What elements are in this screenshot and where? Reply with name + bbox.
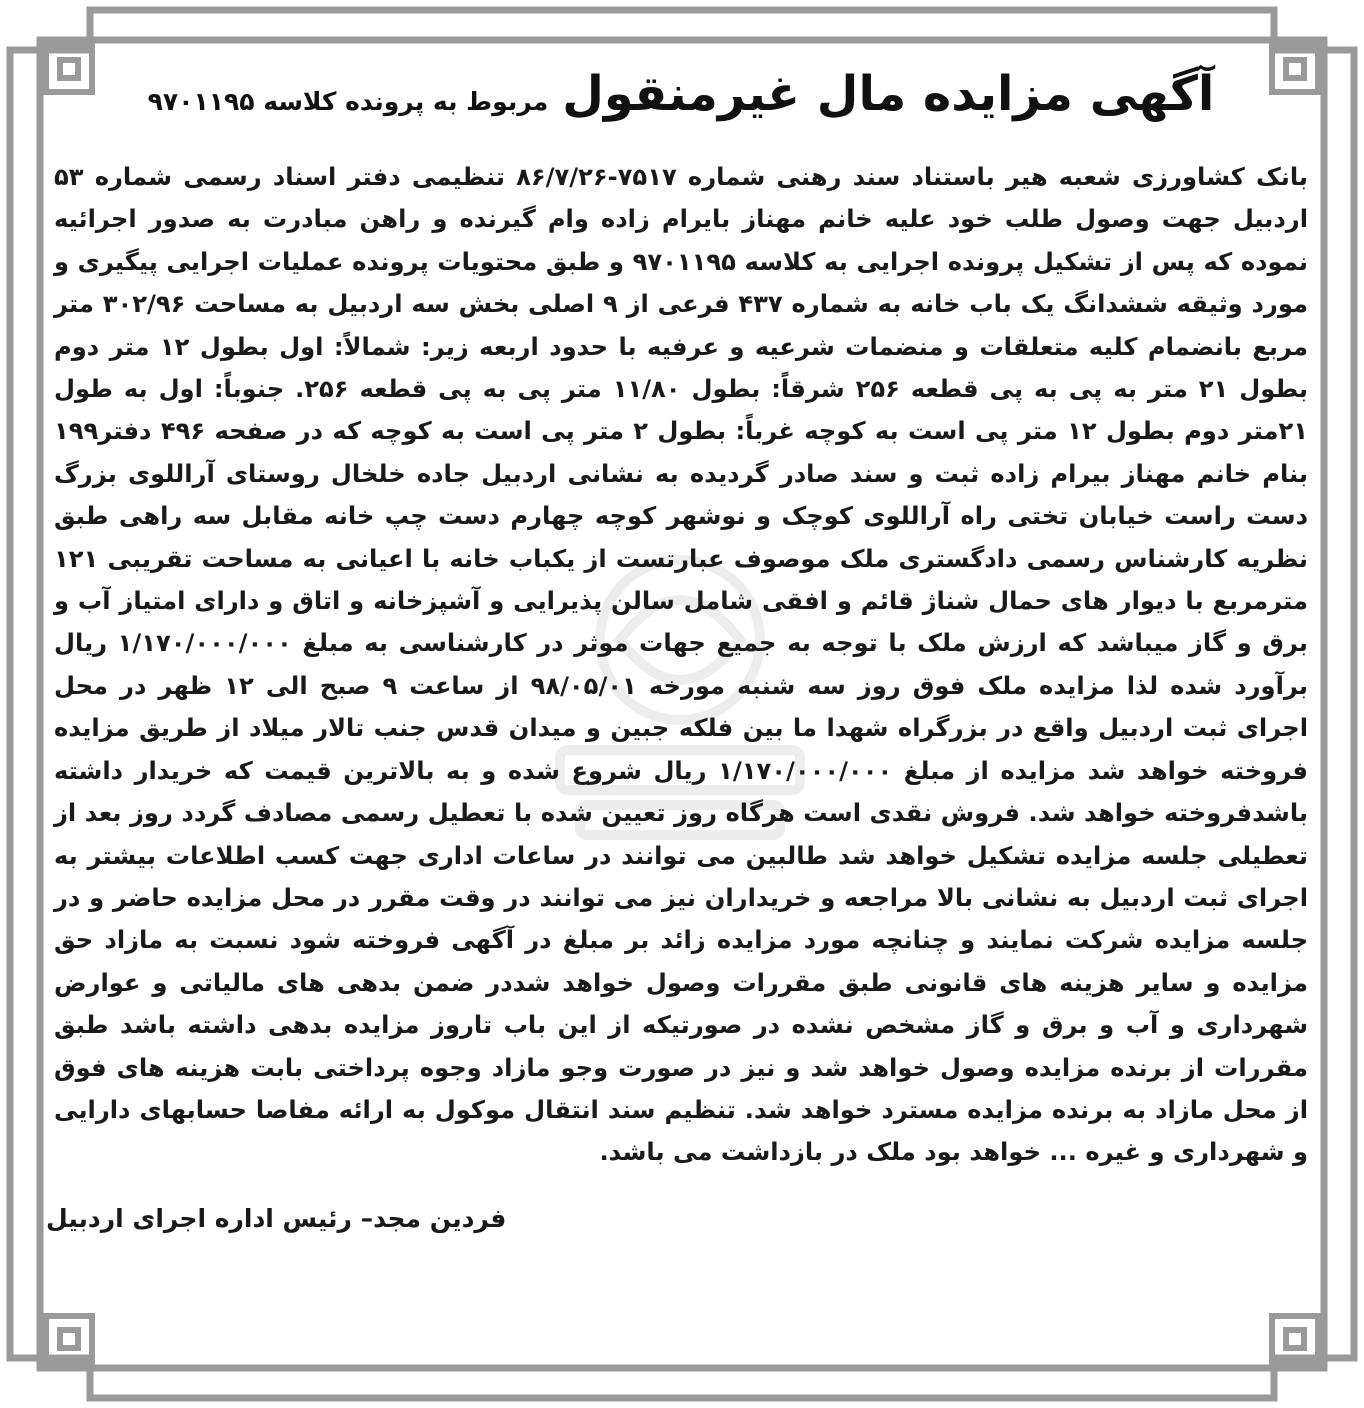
notice-signature: فردین مجد– رئیس اداره اجرای اردبیل bbox=[46, 1204, 507, 1233]
notice-body: بانک کشاورزی شعبه هیر باستناد سند رهنی شماره ۷۵۱۷-۸۶/۷/۲۶ تنظیمی دفتر اسناد رسمی شماره ۵۳ اردبیل جهت وصول طلب خود علیه خانم مهناز بایرام زاده وام گیرنده و راهن مبادرت به صدور اجرائیه نموده که پس از تشکیل پرونده اجرایی به کلاسه ۹۷۰۱۱۹۵ و طبق محتویات پرونده عملیات اجرایی پیگیری و مورد وثیقه ششدانگ یک باب خانه به شماره ۴۳۷ فرعی از ۹ اصلی بخش سه اردبیل به مساحت ۳۰۲/۹۶ متر مربع بانضمام کلیه متعلقات و منضمات شرعیه و عرفیه با حدود اربعه زیر: شمالاً: اول بطول ۱۲ متر دوم بطول ۲۱ متر به پی به پی قطعه ۲۵۶ شرقاً: بطول ۱۱/۸۰ متر پی به پی قطعه ۲۵۶. جنوباً: اول به طول ۲۱متر دوم بطول ۱۲ متر پی است به کوچه غرباً: بطول ۲ متر پی است به کوچه که در صفحه ۴۹۶ دفتر۱۹۹ بنام خانم مهناز بیرام زاده ثبت و سند صادر گردیده به نشانی اردبیل جاده خلخال روستای آراللوی بزرگ دست راست خیابان تختی راه آراللوی کوچک و نوشهر کوچه چهارم دست چپ خانه مقابل سه راهی طبق نظریه کارشناس رسمی دادگستری ملک موصوف عبارتست از یکباب خانه با اعیانی به مساحت تقریبی ۱۲۱ مترمربع با دیوار های حمال شناژ قائم و افقی شامل سالن پذیرایی و آشپزخانه و اتاق و دارای امتیاز آب و برق و گاز میباشد که ارزش ملک با توجه به جمیع جهات موثر در کارشناسی به مبلغ ۱/۱۷۰/۰۰۰/۰۰۰ ریال برآورد شده لذا مزایده ملک فوق روز سه شنبه مورخه ۹۸/۰۵/۰۱ از ساعت ۹ صبح الی ۱۲ ظهر در محل اجرای ثبت اردبیل واقع در بزرگراه شهدا ما بین فلکه جبین و میدان قدس جنب تالار میلاد از طریق مزایده فروخته خواهد شد مزایده از مبلغ ۱/۱۷۰/۰۰۰/۰۰۰ ریال شروع شده و به بالاترین قیمت که خریدار داشته باشدفروخته خواهد شد. فروش نقدی است هرگاه روز تعیین شده با تعطیل رسمی مصادف گردد روز بعد از تعطیلی جلسه مزایده تشکیل خواهد شد طالبین می توانند در ساعات اداری جهت کسب اطلاعات بیشتر به اجرای ثبت اردبیل به نشانی بالا مراجعه و خریداران نیز می توانند در وقت مقرر در محل مزایده حاضر و در جلسه مزایده شرکت نمایند و چنانچه مورد مزایده زائد بر مبلغ در آگهی فروخته شود نسبت به مازاد حق مزایده و سایر هزینه های قانونی طبق مقررات وصول خواهد شددر ضمن بدهی های مالیاتی و عوارض شهرداری و آب و برق و گاز مشخص نشده در صورتیکه از این باب تاروز مزایده بدهی داشته باشد طبق مقررات از برنده مزایده وصول خواهد شد و نیز در صورت وجو مازاد وجوه پرداختی بابت هزینه های فوق از محل مازاد به برنده مزایده مسترد خواهد شد. تنظیم سند انتقال موکول به ارائه مفاصا حسابهای دارایی و شهرداری و غیره ... خواهد بود ملک در بازداشت می باشد. bbox=[54, 163, 1309, 1167]
notice-header bbox=[50, 66, 1312, 152]
notice-subtitle: مربوط به پرونده کلاسه ۹۷۰۱۱۹۵ bbox=[147, 87, 549, 116]
notice-title: آگهی مزایده مال غیرمنقول bbox=[562, 66, 1215, 122]
notice-content bbox=[50, 66, 1312, 1346]
